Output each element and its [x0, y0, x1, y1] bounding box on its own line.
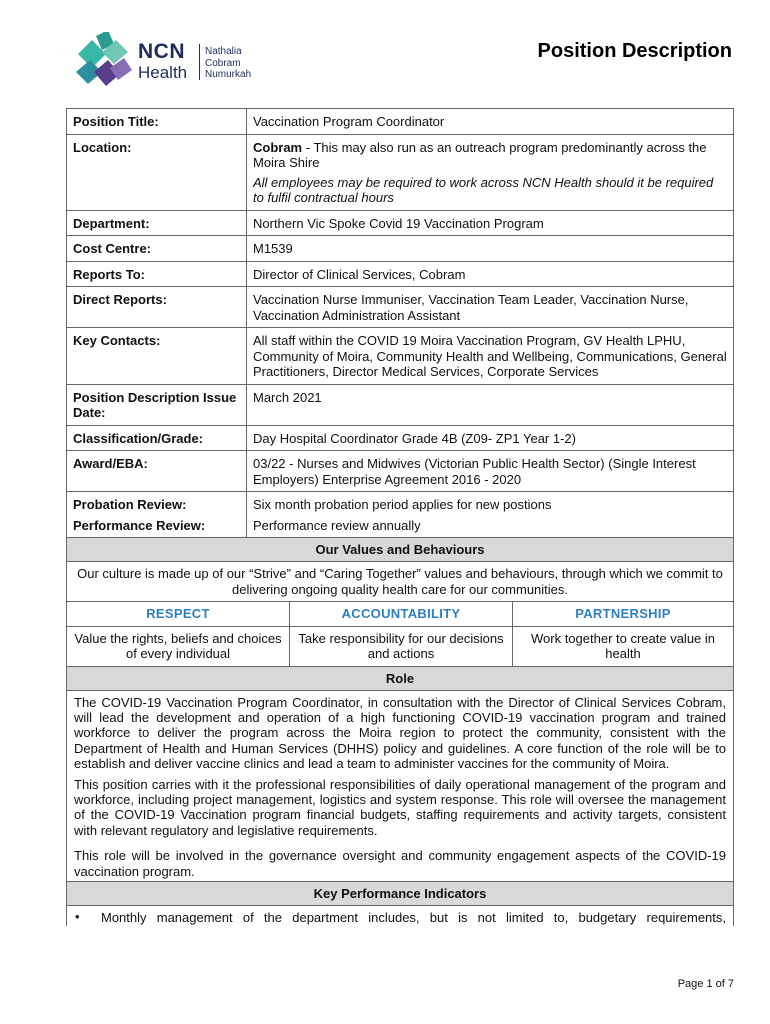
field-label: Position Description Issue Date: [67, 384, 247, 425]
logo-brand-top: NCN [138, 40, 185, 63]
kpi-list [66, 906, 734, 926]
table-row [67, 517, 734, 538]
table-row [67, 451, 734, 492]
field-label: Reports To: [67, 261, 247, 287]
field-value: March 2021 [247, 384, 734, 425]
ncn-health-logo [72, 30, 272, 96]
table-row [67, 602, 734, 626]
field-label: Department: [67, 210, 247, 236]
table-row [67, 134, 734, 210]
role-paragraph: This role will be involved in the governance oversight and community engagement aspects of the COVID-19 vaccination program. [74, 848, 726, 879]
page-title: Position Description [537, 40, 732, 62]
field-label: Position Title: [67, 109, 247, 135]
table-row [67, 236, 734, 262]
field-value: Vaccination Program Coordinator [247, 109, 734, 135]
value-description: Take responsibility for our decisions and actions [290, 626, 513, 666]
table-row [67, 384, 734, 425]
role-heading: Role [66, 667, 734, 691]
table-row [67, 287, 734, 328]
role-paragraph: This position carries with it the professional responsibilities of daily operational management of the program and workforce, including project management, logistics and system response. This role will oversee the management of the COVID-19 Vaccination program financial budgets, staffing requirements and activity targets, consistent with relevant regulatory and legislative requirements. [74, 776, 726, 838]
ncn-leaf-mark-icon [72, 32, 134, 94]
field-value: M1539 [247, 236, 734, 262]
location-name: Cobram [253, 139, 303, 155]
field-label: Direct Reports: [67, 287, 247, 328]
field-label: Classification/Grade: [67, 425, 247, 451]
position-info-table [66, 108, 734, 538]
field-label: Probation Review: [67, 492, 247, 517]
table-row [67, 261, 734, 287]
field-value: All staff within the COVID 19 Moira Vaccination Program, GV Health LPHU, Community of Moira, Community Health and Wellbeing, Communications, General Practitioners, Director Medical Services, Corporate Services [247, 328, 734, 385]
field-label: Key Contacts: [67, 328, 247, 385]
location-note: All employees may be required to work across NCN Health should it be required to fulfil contractual hours [253, 174, 714, 205]
role-description [66, 691, 734, 882]
value-name: ACCOUNTABILITY [290, 602, 513, 626]
table-row [67, 425, 734, 451]
logo-towns [205, 46, 251, 81]
page-header [0, 0, 770, 100]
value-description: Work together to create value in health [513, 626, 734, 666]
field-value: Performance review annually [247, 517, 734, 538]
field-value: 03/22 - Nurses and Midwives (Victorian Public Health Sector) (Single Interest Employers) Enterprise Agreement 2016 - 2020 [247, 451, 734, 492]
culture-statement: Our culture is made up of our “Strive” and “Caring Together” values and behaviours, through which we commit to delivering ongoing quality health care for our communities. [66, 562, 734, 602]
field-value: Director of Clinical Services, Cobram [247, 261, 734, 287]
field-value: Day Hospital Coordinator Grade 4B (Z09- ZP1 Year 1-2) [247, 425, 734, 451]
field-value: Six month probation period applies for new postions [247, 492, 734, 517]
table-row [67, 626, 734, 666]
table-row [67, 109, 734, 135]
logo-town: Nathalia [205, 46, 242, 57]
location-detail: - This may also run as an outreach program predominantly across the Moira Shire [253, 139, 707, 170]
kpi-heading: Key Performance Indicators [66, 882, 734, 906]
values-table [66, 602, 734, 667]
field-label: Location: [67, 134, 247, 210]
logo-town: Cobram [205, 57, 241, 69]
list-item: Monthly management of the department includes, but is not limited to, budgetary requirements, [101, 909, 726, 925]
field-label: Award/EBA: [67, 451, 247, 492]
logo-brand-bottom: Health [138, 63, 188, 82]
page-number: Page 1 of 7 [677, 978, 734, 990]
field-value: Vaccination Nurse Immuniser, Vaccination Team Leader, Vaccination Nurse, Vaccination Administration Assistant [247, 287, 734, 328]
value-name: RESPECT [67, 602, 290, 626]
table-row [67, 328, 734, 385]
field-value: Northern Vic Spoke Covid 19 Vaccination Program [247, 210, 734, 236]
field-label: Cost Centre: [67, 236, 247, 262]
logo-town: Numurkah [205, 69, 252, 80]
value-name: PARTNERSHIP [513, 602, 734, 626]
field-label: Performance Review: [67, 517, 247, 538]
values-heading: Our Values and Behaviours [66, 538, 734, 562]
role-paragraph: The COVID-19 Vaccination Program Coordinator, in consultation with the Director of Clinical Services Cobram, will lead the development and operation of a high functioning COVID-19 vaccination program and trained workforce to deliver the program across the Moira region to protect the community, consistent with the Department of Health and Human Services (DHHS) policy and guidelines. A core function of the role will be to establish and deliver vaccine clinics and lead a team to administer vaccines for the community of Moira. [74, 694, 726, 772]
logo-separator [199, 44, 200, 80]
bullet-icon: • [75, 908, 80, 924]
value-description: Value the rights, beliefs and choices of every individual [67, 626, 290, 666]
position-document [66, 108, 734, 926]
table-row [67, 492, 734, 517]
table-row [67, 210, 734, 236]
field-value [247, 134, 734, 210]
